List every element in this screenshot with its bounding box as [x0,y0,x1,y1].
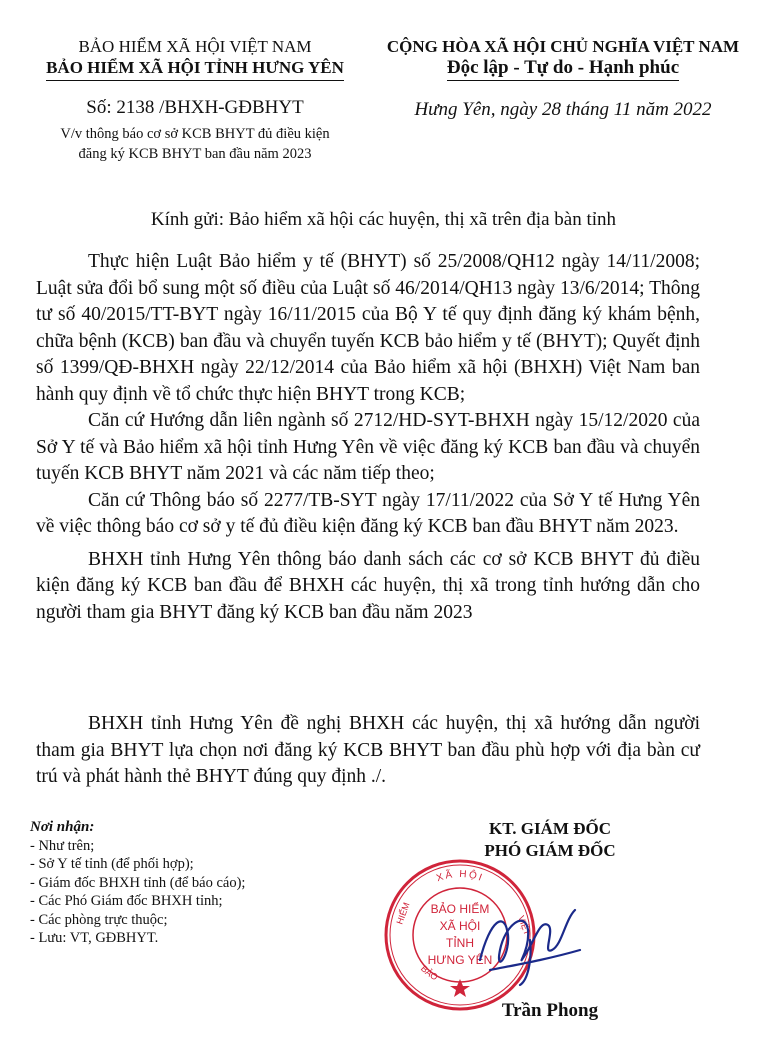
document-subject [30,124,360,164]
place-and-date: Hưng Yên, ngày 28 tháng 11 năm 2022 [414,99,712,120]
paragraph-legal-basis: Thực hiện Luật Bảo hiểm y tế (BHYT) số 25/2008/QH12 ngày 14/11/2008; Luật sửa đổi bổ sung một số điều của Luật số 46/2014/QH13 ngày 13/6/2014; Thông tư số 40/2015/TT-BYT ngày 16/11/2015 của Bộ Y tế quy định đăng ký khám bệnh, chữa bệnh (KCB) ban đầu và chuyển tuyến KCB bảo hiểm y tế (BHYT); Quyết định số 1399/QĐ-BHXH ngày 22/12/2014 của Bảo hiểm xã hội (BHXH) Việt Nam ban hành quy định về tổ chức thực hiện BHYT trong KCB; [36,251,700,405]
paragraph-announcement: BHXH tỉnh Hưng Yên thông báo danh sách các cơ sở KCB BHYT đủ điều kiện đăng ký KCB ban đầu để BHXH các huyện, thị xã trong tỉnh hướng dẫn cho người tham gia BHYT đăng ký KCB ban đầu năm 2023 [36,548,700,623]
greeting-line: Kính gửi: Bảo hiểm xã hội các huyện, thị xã trên địa bàn tỉnh [150,209,617,230]
body-section-2 [36,711,700,791]
paragraph-request: BHXH tỉnh Hưng Yên đề nghị BHXH các huyện, thị xã hướng dẫn người tham gia BHYT lựa chọn nơi đăng ký KCB BHYT ban đầu phù hợp với địa bàn cư trú và phát hành thẻ BHYT đúng quy định ./. [36,713,700,787]
seal-ring-text-left: HIỂM [394,901,412,926]
seal-center-line-2: XÃ HỘI [439,919,481,933]
signature-title-2: PHÓ GIÁM ĐỐC [484,841,616,860]
subject-line-2: đăng ký KCB BHYT ban đầu năm 2023 [78,146,312,162]
recipient-item: - Như trên; [30,837,95,854]
signer-name: Trần Phong [501,1000,599,1021]
body-section-1 [36,249,700,626]
paragraph-guidance: Căn cứ Hướng dẫn liên ngành số 2712/HD-SYT-BHXH ngày 15/12/2020 của Sở Y tế và Bảo hiểm xã hội tỉnh Hưng Yên về việc đăng ký KCB ban đầu và chuyển tuyến KCB BHYT năm 2021 và các năm tiếp theo; [36,410,700,484]
subject-line-1: V/v thông báo cơ sở KCB BHYT đủ điều kiện [60,126,330,142]
recipients-title: Nơi nhận: [30,819,95,835]
seal-ring-text-top: XÃ HỘI [435,868,486,885]
agency-parent-name: BẢO HIỂM XÃ HỘI VIỆT NAM [78,37,312,56]
signature-title-1: KT. GIÁM ĐỐC [489,819,611,838]
national-header [368,36,758,81]
document-number: Số: 2138 /BHXH-GĐBHYT [86,97,304,118]
paragraph-notice: Căn cứ Thông báo số 2277/TB-SYT ngày 17/11/2022 của Sở Y tế Hưng Yên về việc thông báo cơ sở y tế đủ điều kiện đăng ký KCB ban đầu BHYT năm 2023. [36,489,700,537]
recipient-item: - Sở Y tế tỉnh (để phối hợp); [30,856,194,872]
recipients-list [30,818,330,948]
seal-center-line-3: TỈNH [446,936,474,950]
country-name: CỘNG HÒA XÃ HỘI CHỦ NGHĨA VIỆT NAM [386,37,740,56]
seal-center-line-1: BẢO HIỂM [430,902,490,916]
national-motto: Độc lập - Tự do - Hạnh phúc [447,57,679,81]
recipient-item: - Lưu: VT, GĐBHYT. [30,930,159,946]
handwritten-signature [470,880,590,990]
recipient-item: - Các phòng trực thuộc; [30,911,168,928]
seal-center-line-4: HƯNG YÊN [427,953,493,967]
seal-ring-text-right: VIỆT [516,914,533,937]
seal-ring-text-bottom: BẢO [418,963,440,983]
agency-name: BẢO HIỂM XÃ HỘI TỈNH HƯNG YÊN [46,57,344,81]
recipient-item: - Các Phó Giám đốc BHXH tỉnh; [30,893,223,909]
agency-header [30,36,360,81]
recipient-item: - Giám đốc BHXH tỉnh (để báo cáo); [30,874,246,891]
